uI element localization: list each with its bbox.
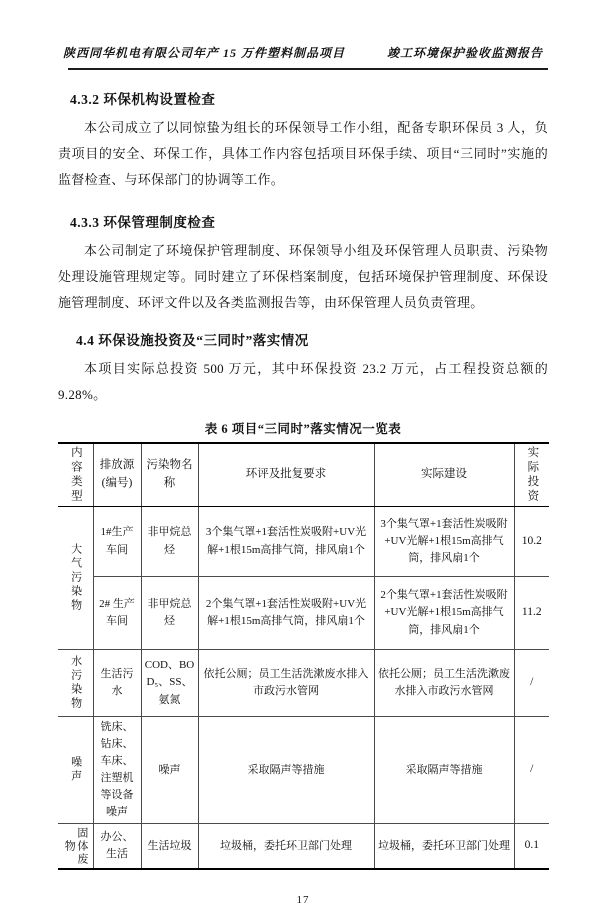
cell-actual: 依托公厕；员工生活洗漱废水排入市政污水管网 <box>374 650 514 717</box>
section-heading-432: 4.3.2 环保机构设置检查 <box>70 92 216 107</box>
cell-source: 2# 生产车间 <box>93 577 141 650</box>
table-row <box>58 824 549 870</box>
cell-actual: 2个集气罩+1套活性炭吸附+UV光解+1根15m高排气筒，排风扇1个 <box>374 577 514 650</box>
running-header <box>58 44 548 61</box>
cell-investment: / <box>514 650 549 717</box>
col-header-actual: 实际建设 <box>374 443 514 507</box>
cell-investment: 11.2 <box>514 577 549 650</box>
category-solid-waste-label: 固体废物 <box>63 826 88 866</box>
table-title: 表 6 项目“三同时”落实情况一览表 <box>204 422 402 436</box>
category-cell-water <box>58 650 93 717</box>
cell-eia: 采取隔声等措施 <box>198 717 374 824</box>
col-header-content-type <box>58 443 93 507</box>
category-air-label: 大气污染物 <box>69 543 82 613</box>
section-heading-433: 4.3.3 环保管理制度检查 <box>70 215 216 230</box>
cell-eia: 垃圾桶，委托环卫部门处理 <box>198 824 374 870</box>
cell-actual: 垃圾桶，委托环卫部门处理 <box>374 824 514 870</box>
col-header-source: 排放源(编号) <box>93 443 141 507</box>
cell-actual: 采取隔声等措施 <box>374 717 514 824</box>
category-cell-solid-waste <box>58 824 93 870</box>
page-number: 17 <box>296 894 310 906</box>
col-header-eia: 环评及批复要求 <box>198 443 374 507</box>
table-row <box>58 717 549 824</box>
cell-pollutant: 非甲烷总烃 <box>141 577 198 650</box>
section-body-44: 本项目实际总投资 500 万元，其中环保投资 23.2 万元，占工程投资总额的 9.28%。 <box>58 361 548 402</box>
cell-pollutant: 生活垃圾 <box>141 824 198 870</box>
table-row <box>58 650 549 717</box>
cell-source: 铣床、钻床、车床、注塑机等设备噪声 <box>93 717 141 824</box>
category-water-label: 水污染物 <box>69 655 82 711</box>
cell-pollutant: 噪声 <box>141 717 198 824</box>
cell-pollutant: 非甲烷总烃 <box>141 507 198 577</box>
cell-eia: 依托公厕；员工生活洗漱废水排入市政污水管网 <box>198 650 374 717</box>
cell-pollutant: COD、BOD₅、SS、氨氮 <box>141 650 198 717</box>
table-row <box>58 577 549 650</box>
cell-eia: 2个集气罩+1套活性炭吸附+UV光解+1根15m高排气筒，排风扇1个 <box>198 577 374 650</box>
cell-actual: 3个集气罩+1套活性炭吸附+UV光解+1根15m高排气筒，排风扇1个 <box>374 507 514 577</box>
col-header-content-type-label: 内容类型 <box>69 446 82 504</box>
category-noise-label: 噪声 <box>69 756 82 785</box>
cell-eia: 3个集气罩+1套活性炭吸附+UV光解+1根15m高排气筒，排风扇1个 <box>198 507 374 577</box>
category-cell-noise <box>58 717 93 824</box>
category-cell-air <box>58 507 93 650</box>
table-row <box>58 507 549 577</box>
cell-investment: / <box>514 717 549 824</box>
cell-investment: 10.2 <box>514 507 549 577</box>
running-header-report: 竣工环境保护验收监测报告 <box>387 46 544 60</box>
header-rule <box>68 68 548 70</box>
three-simultaneous-table <box>58 442 549 870</box>
col-header-pollutant: 污染物名称 <box>141 443 198 507</box>
cell-source: 1#生产车间 <box>93 507 141 577</box>
section-body-432: 本公司成立了以同惊蛰为组长的环保领导工作小组，配备专职环保员 3 人，负责项目的安全、环保工作，具体工作内容包括项目环保手续、项目“三同时”实施的监督检查、与环保部门的协调等工作。 <box>58 120 548 187</box>
section-body-433: 本公司制定了环境保护管理制度、环保领导小组及环保管理人员职责、污染物处理设施管理规定等。同时建立了环保档案制度，包括环境保护管理制度、环保设施管理制度、环评文件以及各类监测报告等，由环保管理人员负责管理。 <box>58 243 548 310</box>
col-header-investment <box>514 443 549 507</box>
table-header-row <box>58 443 549 507</box>
cell-source: 生活污水 <box>93 650 141 717</box>
running-header-project: 陕西同华机电有限公司年产 15 万件塑料制品项目 <box>62 46 345 60</box>
cell-investment: 0.1 <box>514 824 549 870</box>
section-heading-44: 4.4 环保设施投资及“三同时”落实情况 <box>76 333 309 348</box>
cell-source: 办公、生活 <box>93 824 141 870</box>
col-header-investment-label: 实际投资 <box>526 446 539 504</box>
